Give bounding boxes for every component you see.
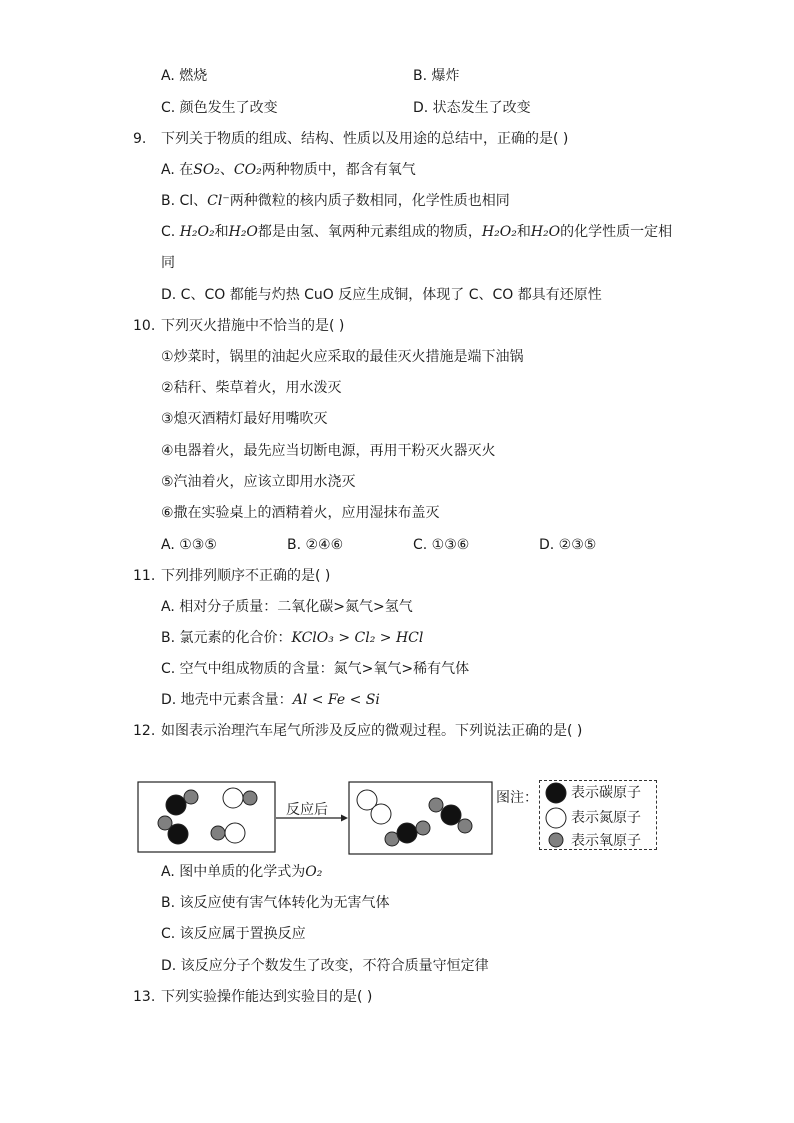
carbon-atom	[166, 795, 186, 815]
carbon-atom	[397, 823, 417, 843]
q11-option-c: C. 空气中组成物质的含量：氮气>氧气>稀有气体	[161, 661, 470, 677]
q9-a-post: 两种物质中，都含有氧气	[261, 162, 416, 178]
q9-b-pre: B. Cl、	[161, 193, 208, 209]
q11-d-math: Al < Fe < Si	[292, 692, 380, 708]
q12-a-pre: A. 图中单质的化学式为	[161, 864, 306, 880]
q11-number: 11.	[133, 568, 156, 584]
oxygen-atom	[184, 790, 198, 804]
q8-option-c: C. 颜色发生了改变	[161, 100, 278, 116]
oxygen-atom	[429, 798, 443, 812]
carbon-atom	[168, 824, 188, 844]
q9-c-formula4: H₂O	[530, 224, 561, 240]
q9-b-formula: Cl⁻	[207, 193, 230, 209]
q10-item-2: ②秸秆、柴草着火，用水泼灭	[161, 380, 342, 396]
legend-carbon-label: 表示碳原子	[571, 785, 641, 801]
q10-stem: 下列灭火措施中不恰当的是( )	[161, 318, 345, 334]
q9-c-mid: 都是由氢、氧两种元素组成的物质，	[257, 224, 482, 240]
q9-option-d: D. C、CO 都能与灼热 CuO 反应生成铜，体现了 C、CO 都具有还原性	[161, 287, 602, 303]
q9-a-sep: 、	[219, 162, 234, 178]
q9-c-and2: 和	[516, 224, 531, 240]
q9-c-pre: C.	[161, 224, 180, 240]
nitrogen-atom	[371, 804, 391, 824]
q10-item-1: ①炒菜时，锅里的油起火应采取的最佳灭火措施是端下油锅	[161, 349, 524, 365]
oxygen-atom	[416, 821, 430, 835]
q10-item-4: ④电器着火，最先应当切断电源，再用干粉灭火器灭火	[161, 443, 496, 459]
q9-stem: 下列关于物质的组成、结构、性质以及用途的总结中，正确的是( )	[161, 131, 569, 147]
q11-option-a: A. 相对分子质量：二氧化碳>氮气>氢气	[161, 599, 413, 615]
q12-option-a	[161, 862, 322, 882]
q8-option-d: D. 状态发生了改变	[413, 100, 531, 116]
legend-nitrogen-label: 表示氮原子	[571, 810, 641, 826]
q9-a-formula1: SO₂	[193, 162, 220, 178]
q10-item-5: ⑤汽油着火，应该立即用水浇灭	[161, 474, 356, 490]
carbon-atom	[441, 805, 461, 825]
q10-item-3: ③熄灭酒精灯最好用嘴吹灭	[161, 411, 328, 427]
q12-stem: 如图表示治理汽车尾气所涉及反应的微观过程。下列说法正确的是( )	[161, 723, 583, 739]
q9-c-post: 的化学性质一定相	[560, 224, 673, 240]
reaction-arrow-label: 反应后	[286, 802, 328, 818]
q10-item-6: ⑥撒在实验桌上的酒精着火，应用湿抹布盖灭	[161, 505, 440, 521]
q8-option-b: B. 爆炸	[413, 68, 460, 84]
q12-option-c: C. 该反应属于置换反应	[161, 926, 306, 942]
q10-option-b: B. ②④⑥	[287, 537, 344, 553]
q11-stem: 下列排列顺序不正确的是( )	[161, 568, 331, 584]
legend-oxygen-label: 表示氧原子	[571, 833, 641, 849]
nitrogen-atom	[225, 823, 245, 843]
oxygen-atom	[243, 791, 257, 805]
q11-b-math: KClO₃ > Cl₂ > HCl	[291, 630, 424, 646]
q9-c-formula2: H₂O	[228, 224, 258, 240]
q8-option-a: A. 燃烧	[161, 68, 208, 84]
q9-c-formula1: H₂O₂	[179, 224, 215, 240]
q9-a-pre: A. 在	[161, 162, 194, 178]
q10-option-d: D. ②③⑤	[539, 537, 597, 553]
q9-a-formula2: CO₂	[233, 162, 262, 178]
legend-title: 图注：	[496, 790, 538, 806]
q12-option-d: D. 该反应分子个数发生了改变，不符合质量守恒定律	[161, 958, 489, 974]
oxygen-atom	[211, 826, 225, 840]
reaction-arrow-head	[341, 815, 348, 822]
oxygen-atom	[458, 819, 472, 833]
q9-c-and1: 和	[214, 224, 229, 240]
q9-option-c-continuation: 同	[161, 255, 175, 271]
q10-option-a: A. ①③⑤	[161, 537, 217, 553]
q13-number: 13.	[133, 989, 156, 1005]
q9-number: 9.	[133, 131, 147, 147]
nitrogen-atom	[223, 788, 243, 808]
q10-option-c: C. ①③⑥	[413, 537, 470, 553]
q13-stem: 下列实验操作能达到实验目的是( )	[161, 989, 373, 1005]
q9-c-formula3: H₂O₂	[481, 224, 517, 240]
q9-b-post: 两种微粒的核内质子数相同，化学性质也相同	[229, 193, 510, 209]
q12-option-b: B. 该反应使有害气体转化为无害气体	[161, 895, 390, 911]
q11-d-pre: D. 地壳中元素含量：	[161, 692, 293, 708]
q11-b-pre: B. 氯元素的化合价：	[161, 630, 292, 646]
q10-number: 10.	[133, 318, 156, 334]
q12-number: 12.	[133, 723, 156, 739]
q12-a-math: O₂	[305, 864, 323, 880]
